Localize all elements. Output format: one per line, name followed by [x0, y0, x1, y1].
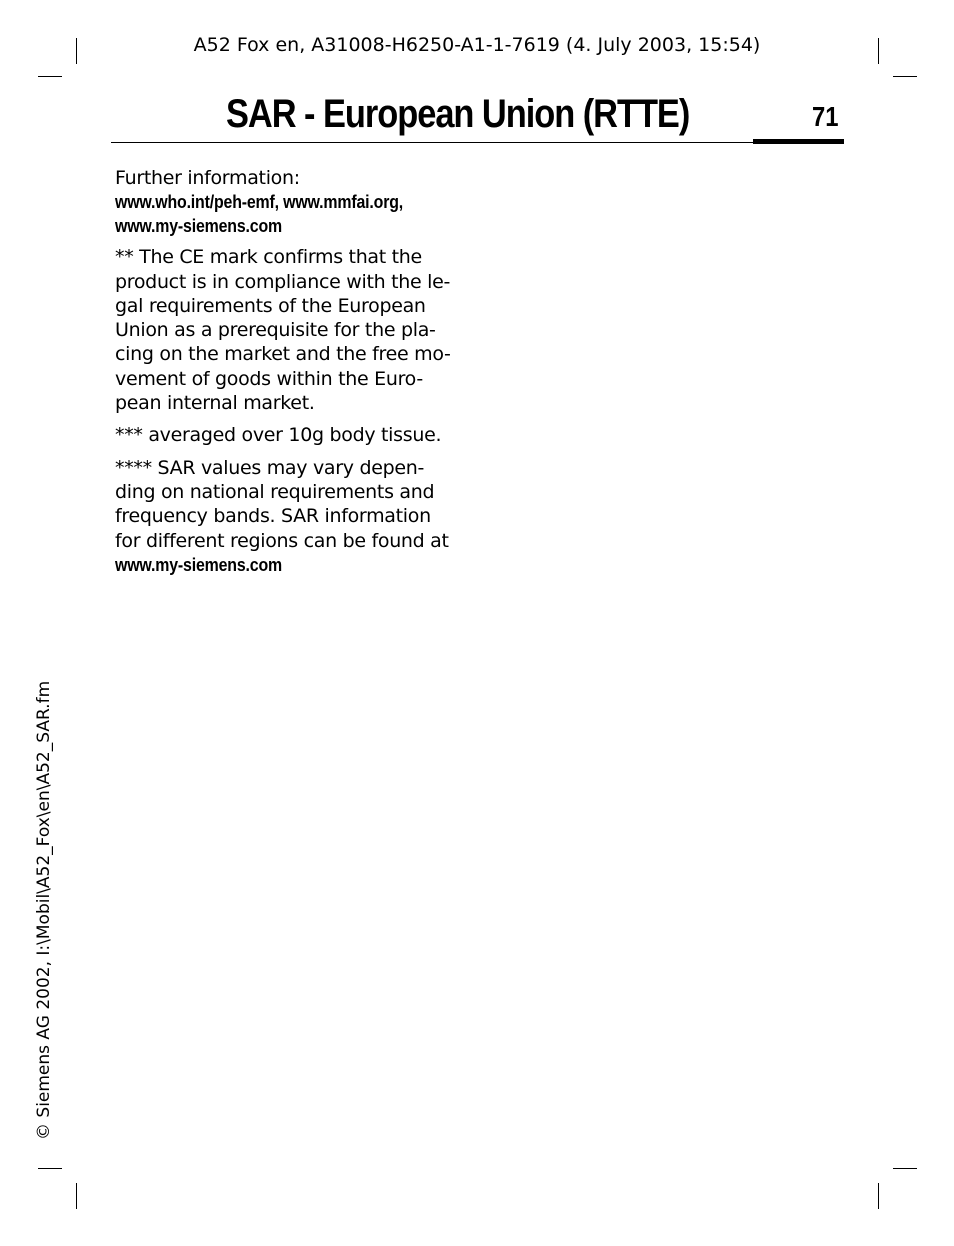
further-information-paragraph [115, 166, 465, 237]
further-information-link-line[interactable]: www.my-siemens.com [115, 214, 282, 236]
crop-mark-top-left-horizontal [38, 76, 62, 77]
page-number-rule [753, 139, 844, 144]
ce-mark-footnote-line: product is in compliance with the le- [115, 270, 451, 293]
crop-mark-bottom-left-horizontal [38, 1168, 62, 1169]
ce-mark-footnote-line: gal requirements of the European [115, 294, 426, 317]
document-info-header: A52 Fox en, A31008-H6250-A1-1-7619 (4. July 2003, 15:54) [193, 34, 761, 56]
crop-mark-bottom-left-vertical [76, 1183, 77, 1209]
ce-mark-footnote-line: pean internal market. [115, 392, 315, 415]
ce-mark-footnote-line: Union as a prerequisite for the pla- [115, 319, 436, 342]
further-information-link-line[interactable]: www.who.int/peh-emf, www.mmfai.org, [115, 191, 404, 213]
body-tissue-footnote [115, 423, 465, 447]
ce-mark-footnote [115, 245, 465, 415]
sar-values-footnote-line: ding on national requirements and [115, 480, 435, 503]
sar-values-footnote-line: frequency bands. SAR information [115, 505, 431, 528]
title-rule [111, 142, 753, 143]
page-number: 71 [812, 101, 839, 132]
further-information-label: Further information: [115, 167, 300, 189]
sar-information-link[interactable]: www.my-siemens.com [115, 553, 282, 575]
body-tissue-footnote-line: *** averaged over 10g body tissue. [115, 424, 442, 447]
crop-mark-top-right-horizontal [893, 76, 917, 77]
sar-values-footnote [115, 456, 465, 577]
sar-values-footnote-line: **** SAR values may vary depen- [115, 456, 425, 479]
sar-values-footnote-line: for different regions can be found at [115, 529, 449, 552]
copyright-file-path-footer: © Siemens AG 2002, I:\Mobil\A52_Fox\en\A52_SAR.fm [34, 680, 54, 1140]
ce-mark-footnote-line: ** The CE mark confirms that the [115, 246, 422, 269]
crop-mark-bottom-right-horizontal [893, 1168, 917, 1169]
main-content [115, 166, 465, 584]
page-title: SAR - European Union (RTTE) [226, 92, 690, 136]
ce-mark-footnote-line: cing on the market and the free mo- [115, 343, 451, 366]
crop-mark-bottom-right-vertical [878, 1183, 879, 1209]
ce-mark-footnote-line: vement of goods within the Euro- [115, 367, 423, 390]
